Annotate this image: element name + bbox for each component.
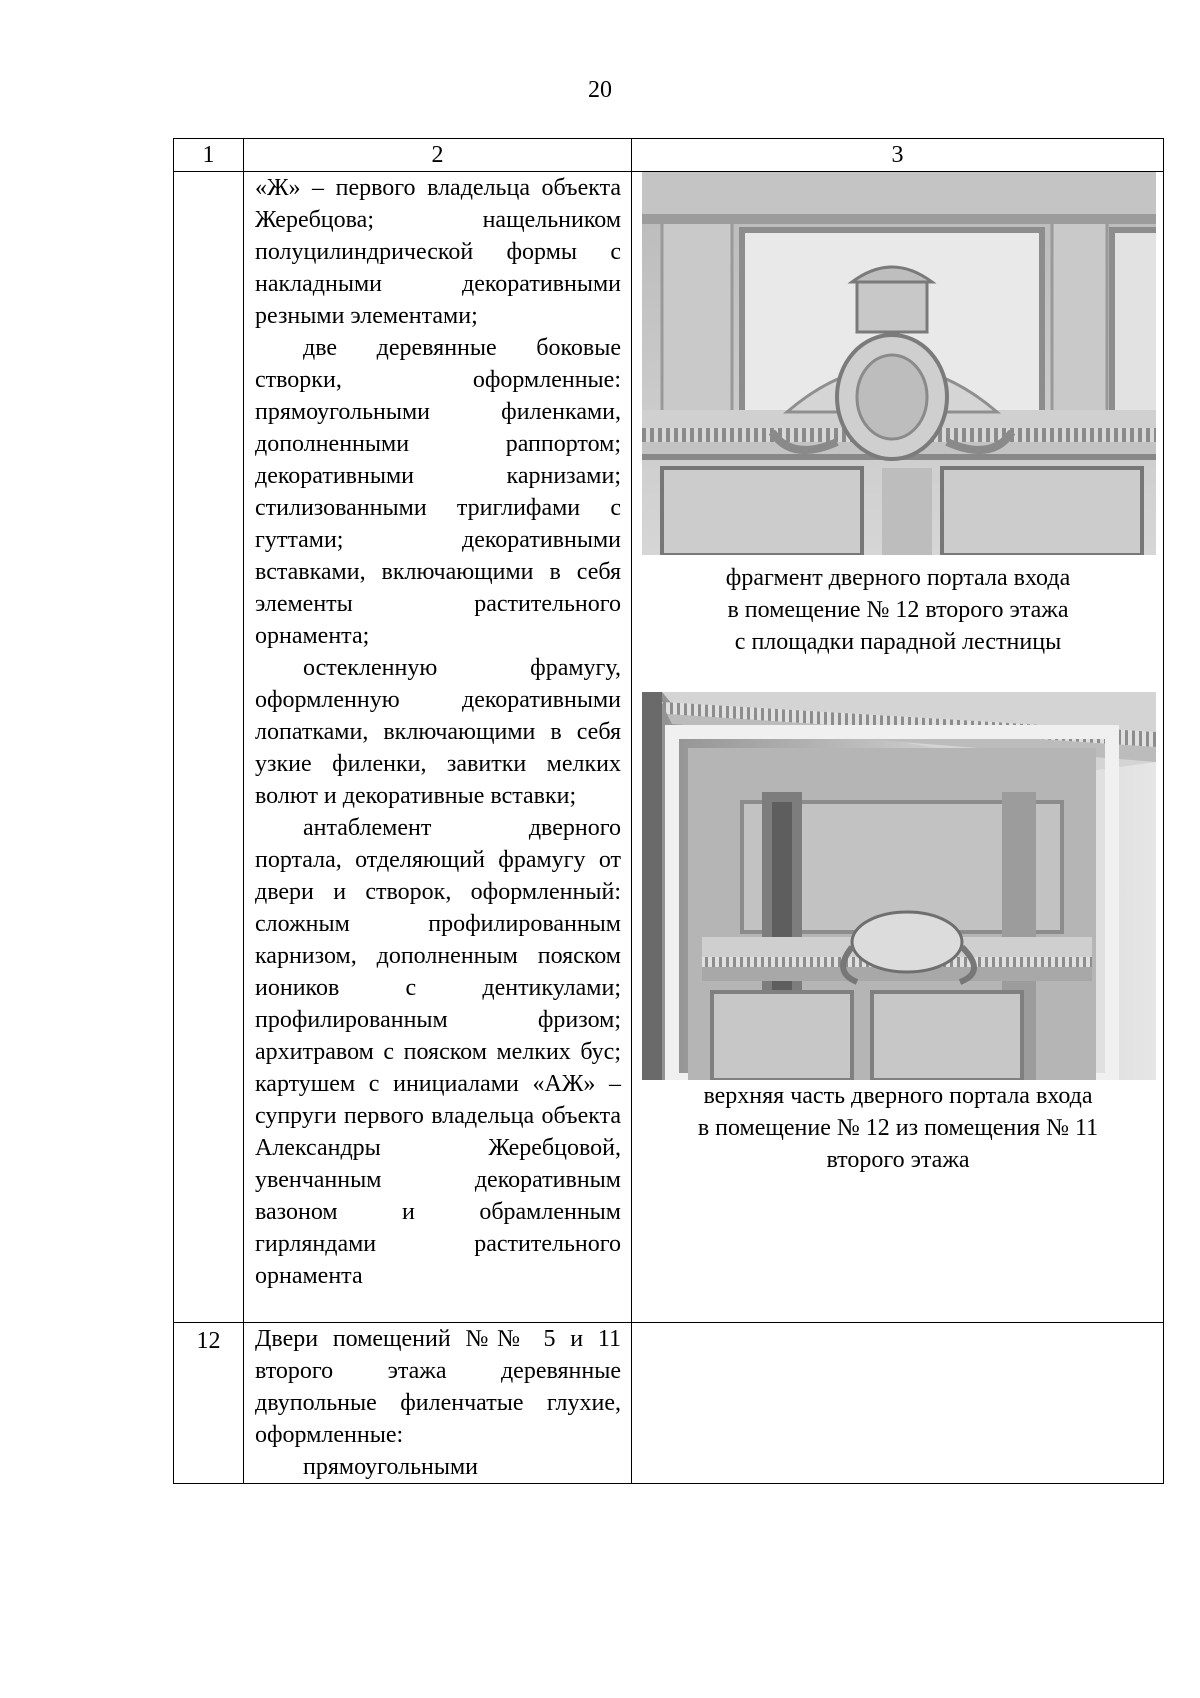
caption-line: верхняя часть дверного портала входа — [703, 1083, 1093, 1109]
header-col-3: 3 — [632, 139, 1164, 172]
description-paragraph: прямоугольными — [303, 1454, 479, 1480]
caption-line: в помещение № 12 из помещения № 11 — [697, 1115, 1099, 1141]
row-number — [174, 172, 244, 1323]
photo-cell — [632, 172, 1164, 1323]
description-cell — [244, 172, 632, 1323]
photo-1-caption — [632, 562, 1164, 658]
table-row — [174, 1323, 1164, 1484]
description-paragraph: две деревянные боковые створки, оформленные: прямоугольными филенками, дополненными раппортом; декоративными карнизами; стилизованными триглифами с гуттами; декоративными вставками, включающими в себя элементы растительного орнамента; — [255, 335, 621, 649]
table-header-row — [174, 139, 1164, 172]
document-table — [173, 138, 1164, 1484]
caption-line: второго этажа — [826, 1147, 970, 1173]
caption-line: в помещение № 12 второго этажа — [727, 597, 1069, 623]
door-portal-photo-1 — [642, 172, 1156, 555]
header-col-1: 1 — [174, 139, 244, 172]
photo-cell-empty — [632, 1323, 1164, 1484]
caption-line: фрагмент дверного портала входа — [725, 565, 1071, 591]
description-cell — [244, 1323, 632, 1484]
header-col-2: 2 — [244, 139, 632, 172]
description-paragraph: антаблемент дверного портала, отделяющий фрамугу от двери и створок, оформленный: сложным профилированным карнизом, дополненным пояском иоников с дентикулами; профилированным фризом; архитравом с пояском мелких бус; картушем с инициалами «АЖ» – супруги первого владельца объекта Александры Жеребцовой, увенчанным декоративным вазоном и обрамленным гирляндами растительного орнамента — [255, 815, 621, 1289]
row-number: 12 — [174, 1323, 244, 1484]
description-paragraph: Двери помещений №№ 5 и 11 второго этажа деревянные двупольные филенчатые глухие, оформленные: — [255, 1326, 621, 1448]
caption-line: с площадки парадной лестницы — [734, 629, 1062, 655]
door-portal-photo-2 — [642, 692, 1156, 1080]
photo-2-caption — [632, 1080, 1164, 1176]
description-paragraph: остекленную фрамугу, оформленную декоративными лопатками, включающими в себя узкие филенки, завитки мелких волют и декоративные вставки; — [255, 655, 621, 809]
table-row — [174, 172, 1164, 1323]
page-number: 20 — [588, 77, 612, 103]
description-paragraph: «Ж» – первого владельца объекта Жеребцова; нащельником полуцилиндрической формы с накладными декоративными резными элементами; — [255, 175, 621, 329]
